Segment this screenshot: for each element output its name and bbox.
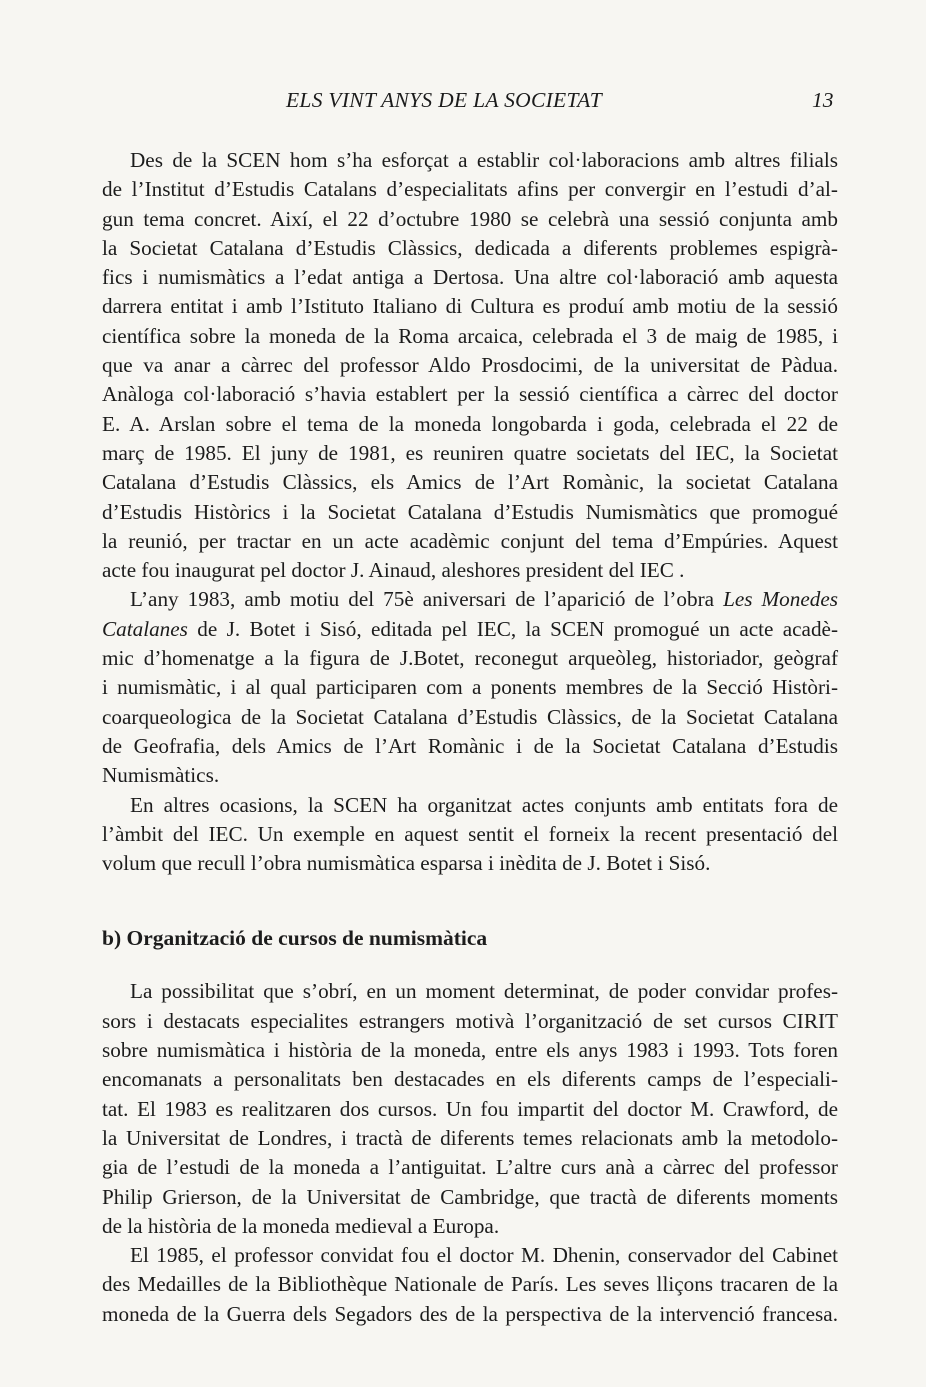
text-line: sors i destacats especialites estrangers motivà l’organització de set cursos CIRIT <box>102 1008 838 1033</box>
text-line: Numismàtics. <box>102 763 220 788</box>
spacer <box>102 878 838 924</box>
text-run: de J. Botet i Sisó, editada pel IEC, la SCEN promogué un acte acadè- <box>197 616 839 641</box>
paragraph-botet-homage <box>102 585 838 790</box>
running-title: ELS VINT ANYS DE LA SOCIETAT <box>286 88 603 112</box>
book-title-italic: Catalanes <box>102 616 188 641</box>
text-line: gia de l’estudi de la moneda a l’antiguitat. L’altre curs anà a càrrec del professor <box>102 1155 838 1180</box>
text-line <box>102 585 838 614</box>
text-line: encomanats a personalitats ben destacades en els diferents camps de l’especiali- <box>102 1067 838 1092</box>
book-title-italic: Les Monedes <box>723 587 839 612</box>
text-line: Anàloga col·laboració s’havia establert per la sessió científica a càrrec del doctor <box>102 382 838 407</box>
text-line: acte fou inaugurat pel doctor J. Ainaud, aleshores president del IEC . <box>102 558 685 583</box>
text-line: volum que recull l’obra numismàtica esparsa i inèdita de J. Botet i Sisó. <box>102 851 711 876</box>
body-text <box>102 146 838 1329</box>
text-line: gun tema concret. Així, el 22 d’octubre 1980 se celebrà una sessió conjunta amb <box>102 206 838 231</box>
text-line: la reunió, per tractar en un acte acadèmic conjunt del tema d’Empúries. Aquest <box>102 528 838 553</box>
text-line: coarqueologica de la Societat Catalana d’Estudis Clàssics, de la Societat Catalana <box>102 704 838 729</box>
text-line: E. A. Arslan sobre el tema de la moneda longobarda i goda, celebrada el 22 de <box>102 411 838 436</box>
text-line: de Geofrafia, dels Amics de l’Art Romànic i de la Societat Catalana d’Estudis <box>102 733 838 758</box>
text-line: la Societat Catalana d’Estudis Clàssics, dedicada a diferents problemes espigrà- <box>102 235 838 260</box>
paragraph-cirit-courses <box>102 977 838 1241</box>
text-line: l’àmbit del IEC. Un exemple en aquest sentit el forneix la recent presentació del <box>102 821 838 846</box>
text-line: moneda de la Guerra dels Segadors des de la perspectiva de la intervenció francesa. <box>102 1301 838 1326</box>
text-line: En altres ocasions, la SCEN ha organitzat actes conjunts amb entitats fora de <box>130 792 838 817</box>
section-heading: b) Organització de cursos de numismàtica <box>102 926 488 951</box>
text-line: tat. El 1983 es realitzaren dos cursos. Un fou impartit del doctor M. Crawford, de <box>102 1096 838 1121</box>
text-line: La possibilitat que s’obrí, en un moment determinat, de poder convidar profes- <box>130 979 838 1004</box>
paragraph-external-events <box>102 791 838 879</box>
text-line: Catalana d’Estudis Clàssics, els Amics de l’Art Romànic, la societat Catalana <box>102 470 838 495</box>
text-line: mic d’homenatge a la figura de J.Botet, reconegut arqueòleg, historiador, geògraf <box>102 646 838 671</box>
text-line: de la història de la moneda medieval a Europa. <box>102 1213 500 1238</box>
text-line: fics i numismàtics a l’edat antiga a Dertosa. Una altre col·laboració amb aquesta <box>102 265 838 290</box>
text-line: març de 1985. El juny de 1981, es reuniren quatre societats del IEC, la Societat <box>102 440 838 465</box>
text-line: que va anar a càrrec del professor Aldo Prosdocimi, de la universitat de Pàdua. <box>102 353 838 378</box>
text-line: la Universitat de Londres, i tractà de diferents temes relacionats amb la metodolo- <box>102 1125 838 1150</box>
spacer <box>102 953 838 977</box>
text-line: de l’Institut d’Estudis Catalans d’especialitats afins per convergir en l’estudi d’al- <box>102 177 838 202</box>
page-header <box>0 88 926 120</box>
text-line: i numismàtic, i al qual participaren com a ponents membres de la Secció Històri- <box>102 675 838 700</box>
text-line: des Medailles de la Bibliothèque Nationale de París. Les seves lliçons tracaren de la <box>102 1272 838 1297</box>
paragraph-dhenin-course <box>102 1241 838 1329</box>
paragraph-joint-sessions <box>102 146 838 585</box>
text-line: darrera entitat i amb l’Istituto Italiano di Cultura es produí amb motiu de la sessió <box>102 294 838 319</box>
text-line: El 1985, el professor convidat fou el doctor M. Dhenin, conservador del Cabinet <box>130 1243 838 1268</box>
text-line: científica sobre la moneda de la Roma arcaica, celebrada el 3 de maig de 1985, i <box>102 323 838 348</box>
text-run: L’any 1983, amb motiu del 75è aniversari de l’aparició de l’obra <box>130 587 715 612</box>
text-line: d’Estudis Històrics i la Societat Catalana d’Estudis Numismàtics que promogué <box>102 499 838 524</box>
text-line: Philip Grierson, de la Universitat de Cambridge, que tractà de diferents moments <box>102 1184 838 1209</box>
text-line <box>102 615 838 644</box>
text-line: Des de la SCEN hom s’ha esforçat a establir col·laboracions amb altres filials <box>130 148 838 172</box>
text-line: sobre numismàtica i història de la moneda, entre els anys 1983 i 1993. Tots foren <box>102 1038 838 1063</box>
page-number: 13 <box>812 88 834 112</box>
